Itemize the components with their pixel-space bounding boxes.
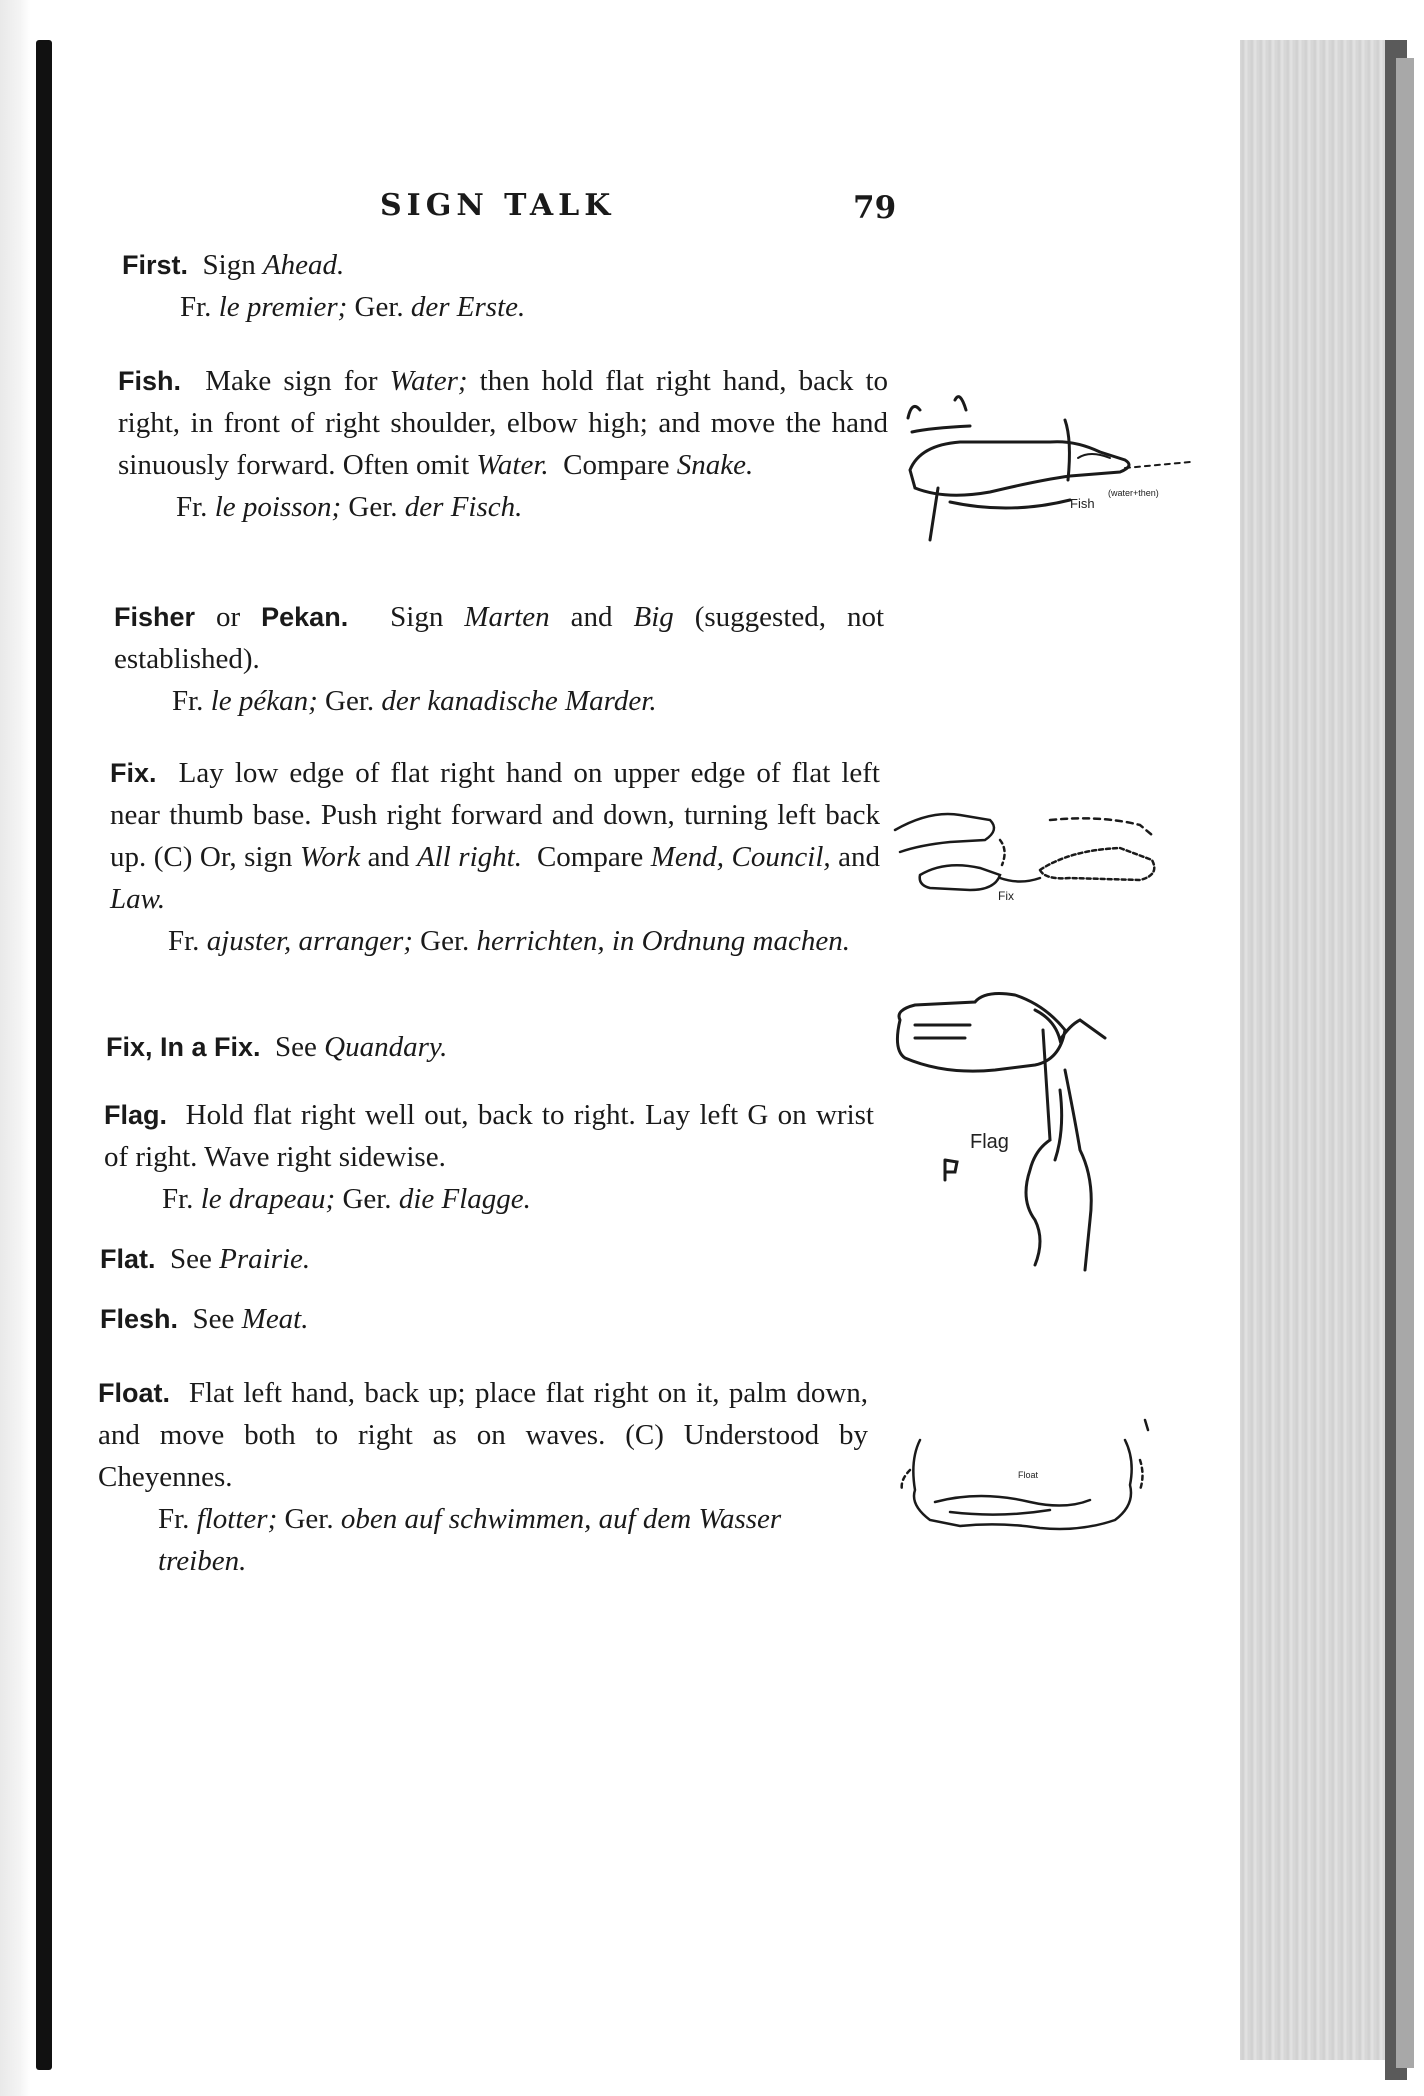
fr-label: Fr.: [180, 291, 212, 323]
entry-fish: [118, 360, 888, 528]
text: and: [570, 601, 613, 633]
entry-fix: [110, 752, 880, 962]
fish-hand-sign-illustration: [900, 380, 1200, 550]
figure-flag: [885, 980, 1145, 1280]
flag-hand-sign-illustration: [885, 980, 1145, 1280]
term-fish: Fish.: [118, 366, 182, 396]
figure-fish: [900, 380, 1200, 550]
fr-label: Fr.: [172, 685, 204, 717]
fr-label: Fr.: [168, 925, 200, 957]
fix-caption: Fix: [998, 889, 1014, 903]
entry-flat: [100, 1238, 870, 1280]
german-translation: oben auf schwimmen, auf dem Wasser treiben.: [158, 1503, 782, 1577]
ger-label: Ger.: [348, 491, 398, 523]
fr-label: Fr.: [158, 1503, 190, 1535]
book-cover-inner: [1396, 58, 1414, 2068]
book-spine: [36, 40, 52, 2070]
german-translation: der kanadische Marder.: [381, 685, 657, 717]
cross-ref: Law.: [110, 883, 166, 915]
text: See: [170, 1243, 212, 1275]
ger-label: Ger.: [354, 291, 404, 323]
cross-ref: Quandary.: [324, 1031, 448, 1063]
term-fisher: Fisher: [114, 602, 196, 632]
entry-first: [122, 244, 882, 328]
term-first: First.: [122, 250, 189, 280]
fix-hand-sign-illustration: [890, 790, 1170, 920]
term-fix-in-a-fix: Fix, In a Fix.: [106, 1032, 261, 1062]
german-translation: die Flagge.: [398, 1183, 531, 1215]
cross-ref: Marten: [464, 601, 550, 633]
french-translation: flotter;: [196, 1503, 278, 1535]
flag-caption: Flag: [970, 1131, 1009, 1153]
entry-fix-in-a-fix: [106, 1026, 876, 1068]
text: and: [838, 841, 881, 873]
text: Lay low edge of flat right hand on upper edge of flat left near thumb base. Push right forward and down, turning left back up. (C) Or, sign: [110, 757, 880, 873]
cross-ref: Water;: [389, 365, 468, 397]
cross-ref: Prairie.: [219, 1243, 311, 1275]
text: then hold flat right hand, back to right, in front of right shoulder, elbow high; and move the hand sinuously forward. Often omit: [118, 365, 889, 481]
german-translation: der Fisch.: [404, 491, 523, 523]
cross-ref: Work: [299, 841, 361, 873]
cross-ref: Mend,: [650, 841, 725, 873]
term-pekan: Pekan.: [261, 602, 349, 632]
text: Hold flat right well out, back to right. Lay left G on wrist of right. Wave right sidewise.: [104, 1099, 874, 1173]
text: Sign: [390, 601, 444, 633]
page-stack-edge: [1240, 40, 1385, 2060]
figure-float: [890, 1390, 1170, 1540]
cross-ref: All right.: [416, 841, 522, 873]
text: Make sign for: [205, 365, 378, 397]
french-translation: le drapeau;: [200, 1183, 336, 1215]
cross-ref: Big: [633, 601, 674, 633]
entry-fisher: [114, 596, 884, 722]
cross-ref: Water.: [476, 449, 549, 481]
ger-label: Ger.: [420, 925, 470, 957]
page-number: 79: [853, 190, 897, 226]
french-translation: ajuster, arranger;: [206, 925, 413, 957]
term-fix: Fix.: [110, 758, 157, 788]
text: (suggested, not established).: [114, 601, 885, 675]
term-flesh: Flesh.: [100, 1304, 179, 1334]
running-head: SIGN TALK: [380, 188, 616, 223]
term-float: Float.: [98, 1378, 170, 1408]
text: or: [216, 601, 241, 633]
term-flag: Flag.: [104, 1100, 168, 1130]
french-translation: le premier;: [218, 291, 348, 323]
text: Sign: [202, 249, 256, 281]
term-flat: Flat.: [100, 1244, 156, 1274]
float-caption: Float: [1018, 1470, 1039, 1480]
text: Compare: [536, 841, 644, 873]
text: See: [192, 1303, 235, 1335]
entry-flesh: [100, 1298, 870, 1340]
ger-label: Ger.: [342, 1183, 392, 1215]
text: and: [367, 841, 410, 873]
text: Compare: [563, 449, 670, 481]
ger-label: Ger.: [284, 1503, 334, 1535]
cross-ref: Snake.: [676, 449, 754, 481]
ger-label: Ger.: [325, 685, 375, 717]
french-translation: le pékan;: [210, 685, 318, 717]
entry-float: [98, 1372, 868, 1582]
german-translation: herrichten, in Ordnung machen.: [476, 925, 850, 957]
cross-ref: Ahead.: [262, 249, 345, 281]
entry-flag: [104, 1094, 874, 1220]
text: Flat left hand, back up; place flat right on it, palm down, and move both to right as on waves. (C) Understood by Cheyennes.: [98, 1377, 869, 1493]
text: See: [275, 1031, 317, 1063]
fish-caption: Fish: [1070, 496, 1095, 511]
fr-label: Fr.: [162, 1183, 194, 1215]
float-hand-sign-illustration: [890, 1390, 1170, 1540]
german-translation: der Erste.: [410, 291, 526, 323]
cross-ref: Council,: [731, 841, 831, 873]
cross-ref: Meat.: [241, 1303, 309, 1335]
figure-fix: [890, 790, 1170, 920]
fish-note: (water+then): [1108, 488, 1159, 498]
french-translation: le poisson;: [214, 491, 342, 523]
fr-label: Fr.: [176, 491, 208, 523]
